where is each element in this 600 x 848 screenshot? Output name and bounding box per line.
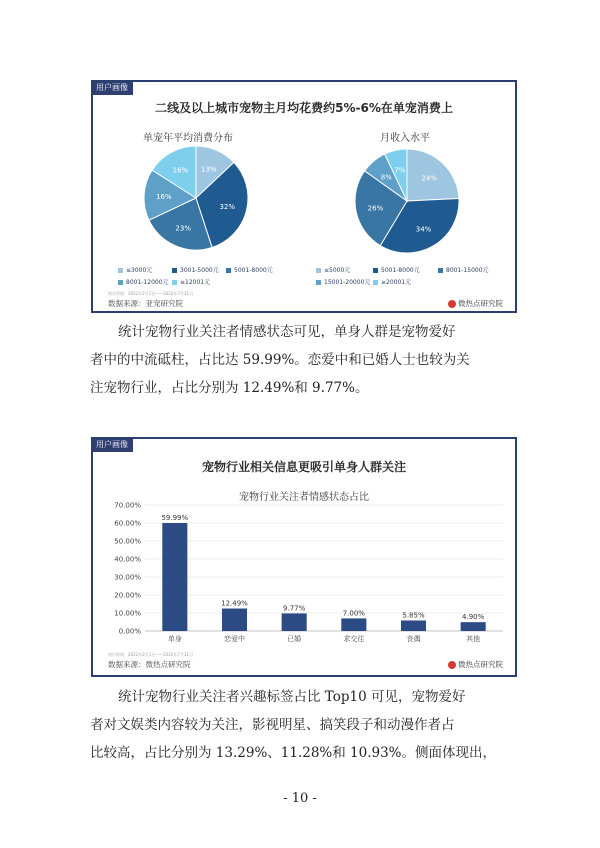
page-number: - 10 -: [283, 791, 317, 806]
y-tick-label: 0.00%: [118, 627, 141, 636]
legend-item: 8001-12000元: [118, 277, 169, 286]
paragraph-line: 注宠物行业，占比分别为 12.49%和 9.77%。: [90, 380, 369, 396]
paragraph-1: [90, 318, 515, 402]
paragraph-line: 者中的中流砥柱，占比达 59.99%。恋爱中和已婚人士也较为关: [90, 352, 470, 368]
pie-slice-label: 16%: [172, 166, 189, 175]
legend-swatch: [316, 268, 321, 273]
x-tick-label: 丧偶: [406, 635, 421, 643]
pie-slice-label: 23%: [175, 224, 191, 233]
x-tick-label: 求交往: [343, 635, 365, 643]
x-tick-label: 单身: [167, 635, 182, 643]
legend-swatch: [172, 268, 177, 273]
bar-chart-title: 宠物行业关注者情感状态占比: [239, 492, 369, 503]
y-tick-label: 30.00%: [114, 573, 141, 582]
x-tick-label: 恋爱中: [224, 635, 245, 643]
legend-item: 15001-20000元: [316, 277, 370, 286]
x-tick-label: 已婚: [287, 635, 302, 643]
legend-item: ≤3000元: [118, 265, 152, 274]
panel-title: 宠物行业相关信息更吸引单身人群关注: [201, 460, 406, 474]
paragraph-2: [90, 683, 515, 767]
bar-value-label: 12.49%: [221, 599, 248, 608]
pie-slice-label: 26%: [367, 204, 384, 213]
legend-item: ≥20001元: [373, 277, 411, 286]
data-source: 数据来源：微热点研究院: [108, 660, 191, 669]
pet-spending-panel: [91, 80, 517, 313]
brand-name: 微热点研究院: [458, 299, 503, 308]
pie1-title: 单宠年平均消费分布: [143, 133, 233, 144]
bar-value-label: 59.99%: [161, 514, 189, 523]
bar-chart-relationship-status: [93, 499, 515, 649]
x-tick-label: 其他: [466, 635, 481, 643]
paragraph-line: 统计宠物行业关注者兴趣标签占比 Top10 可见，宠物爱好: [118, 689, 466, 705]
bar: [162, 523, 187, 631]
brand-logo-icon: [448, 661, 456, 669]
legend-item: ≤5000元: [316, 265, 350, 274]
brand-name: 微热点研究院: [458, 660, 503, 669]
legend-swatch: [226, 268, 231, 273]
user-profile-tag: 用户画像: [93, 82, 133, 95]
y-tick-label: 50.00%: [114, 537, 141, 546]
y-tick-label: 40.00%: [114, 555, 141, 564]
paragraph-line: 统计宠物行业关注者情感状态可见，单身人群是宠物爱好: [118, 324, 456, 340]
footnote: 统计时间：2022年2月1日——2022年7月31日: [108, 291, 194, 296]
pie-slice-label: 34%: [415, 225, 432, 234]
legend-swatch: [373, 280, 378, 285]
legend-swatch: [172, 280, 177, 285]
pie-slice-label: 32%: [219, 203, 236, 212]
user-profile-tag: 用户画像: [93, 439, 133, 452]
brand-logo-icon: [448, 300, 456, 308]
brand-logo: [448, 298, 503, 309]
legend-swatch: [373, 268, 378, 273]
bar-value-label: 5.85%: [402, 611, 425, 620]
pie2-title: 月收入水平: [380, 133, 430, 144]
legend-item: 8001-15000元: [438, 265, 489, 274]
bar: [401, 620, 426, 631]
pie-slice-label: 8%: [380, 173, 392, 182]
legend-swatch: [118, 268, 123, 273]
paragraph-line: 者对文娱类内容较为关注，影视明星、搞笑段子和动漫作者占: [90, 717, 455, 733]
y-tick-label: 20.00%: [114, 591, 141, 600]
legend-swatch: [118, 280, 123, 285]
brand-logo: [448, 659, 503, 670]
legend-swatch: [316, 280, 321, 285]
relationship-status-panel: [91, 437, 517, 677]
paragraph-line: 比较高，占比分别为 13.29%、11.28%和 10.93%。侧面体现出，: [90, 745, 497, 761]
bar: [341, 618, 366, 631]
bar: [222, 609, 247, 631]
y-tick-label: 10.00%: [114, 609, 141, 618]
y-tick-label: 70.00%: [114, 501, 141, 510]
legend-swatch: [438, 268, 443, 273]
panel-title: 二线及以上城市宠物主月均花费约5%-6%在单宠消费上: [155, 101, 453, 115]
pie-slice-label: 13%: [201, 165, 217, 174]
bar-value-label: 4.90%: [462, 613, 485, 622]
legend-item: 5001-8000元: [373, 265, 420, 274]
bar: [282, 613, 307, 631]
legend-item: 3001-5000元: [172, 265, 219, 274]
bar-value-label: 9.77%: [283, 604, 306, 613]
pie-slice-label: 24%: [421, 174, 438, 183]
pie-slice-label: 7%: [394, 166, 406, 175]
bar: [461, 622, 486, 631]
bar-value-label: 7.00%: [342, 609, 365, 618]
footnote: 统计时间：2022年2月1日——2022年7月31日: [108, 652, 194, 657]
legend-item: ≥12001元: [172, 277, 210, 286]
pie-chart-annual-spending: [141, 143, 251, 253]
y-tick-label: 60.00%: [114, 519, 141, 528]
pie-slice-label: 16%: [156, 192, 172, 201]
data-source: 数据来源：亚宠研究院: [108, 299, 183, 308]
pie-chart-monthly-income: [352, 146, 462, 256]
legend-item: 5001-8000元: [226, 265, 273, 274]
